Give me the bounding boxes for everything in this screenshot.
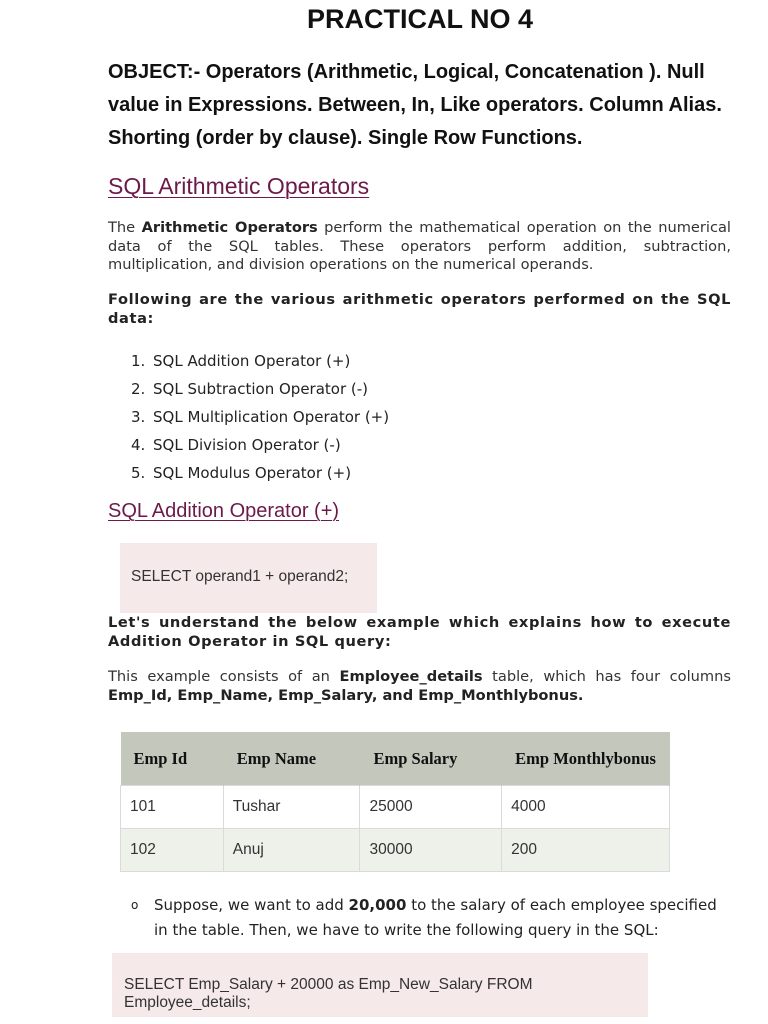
column-header: Emp Id [121,732,224,786]
list-item-label: SQL Addition Operator (+) [153,352,351,370]
suppose-bullet [131,893,731,943]
list-item-number: 4. [131,436,146,454]
suppose-amount: 20,000 [348,896,407,914]
list-item [131,434,389,462]
list-item [131,350,389,378]
example-intro-paragraph: Let's understand the below example which explains how to execute Addition Operator in SQL query: [108,614,731,650]
list-item-number: 2. [131,380,146,398]
intro-prefix: The [108,219,142,236]
list-item-label: SQL Multiplication Operator (+) [153,408,390,426]
arithmetic-operators-heading: SQL Arithmetic Operators [108,173,370,199]
table-cell: 25000 [360,786,502,829]
page-title: PRACTICAL NO 4 [306,4,534,34]
column-header: Emp Name [223,732,360,786]
list-item-label: SQL Division Operator (-) [153,436,341,454]
list-item [131,462,389,490]
bullet-circle-icon: o [131,898,139,912]
column-header: Emp Monthlybonus [502,732,670,786]
operators-list [131,350,389,490]
example-mid: table, which has four columns [482,668,731,685]
list-item [131,378,389,406]
suppose-text [131,893,731,943]
example-columns: Emp_Id, Emp_Name, Emp_Salary, and Emp_Monthlybonus. [108,686,584,704]
syntax-code-box: SELECT operand1 + operand2; [120,543,377,613]
list-item-number: 3. [131,408,146,426]
column-header: Emp Salary [360,732,502,786]
intro-rest: perform the mathematical operation on the numerical data of the SQL tables. These operators perform addition, subtraction, multiplication, and division operations on the numerical operands. [108,219,731,273]
list-item-label: SQL Subtraction Operator (-) [153,380,369,398]
list-item-label: SQL Modulus Operator (+) [153,464,352,482]
list-item [131,406,389,434]
operators-list-intro: Following are the various arithmetic operators performed on the SQL data: [108,291,731,327]
table-cell: 30000 [360,829,502,872]
employee-details-table [120,732,670,872]
example-table-name: Employee_details [339,668,483,685]
example-description-paragraph [108,668,731,705]
query-code-box: SELECT Emp_Salary + 20000 as Emp_New_Salary FROM Employee_details; [112,953,648,1017]
table-row [121,786,670,829]
table-cell: Anuj [223,829,360,872]
addition-operator-heading: SQL Addition Operator (+) [108,500,340,522]
table-cell: Tushar [223,786,360,829]
table-cell: 101 [121,786,224,829]
suppose-rest: to the salary of each employee specified in the table. Then, we have to write the following query in the SQL: [154,896,717,939]
table-cell: 4000 [502,786,670,829]
suppose-prefix: Suppose, we want to add [154,896,349,914]
list-item-number: 1. [131,352,146,370]
arithmetic-intro-paragraph [108,219,731,275]
object-statement: OBJECT:- Operators (Arithmetic, Logical, Concatenation ). Null value in Expressions. Between, In, Like operators. Column Alias. Shorting (order by clause). Single Row Functions. [108,61,722,149]
intro-bold-term: Arithmetic Operators [141,219,318,236]
example-prefix: This example consists of an [108,668,340,685]
table-cell: 102 [121,829,224,872]
table-header-row [121,732,670,786]
list-item-number: 5. [131,464,146,482]
table-row [121,829,670,872]
table-cell: 200 [502,829,670,872]
